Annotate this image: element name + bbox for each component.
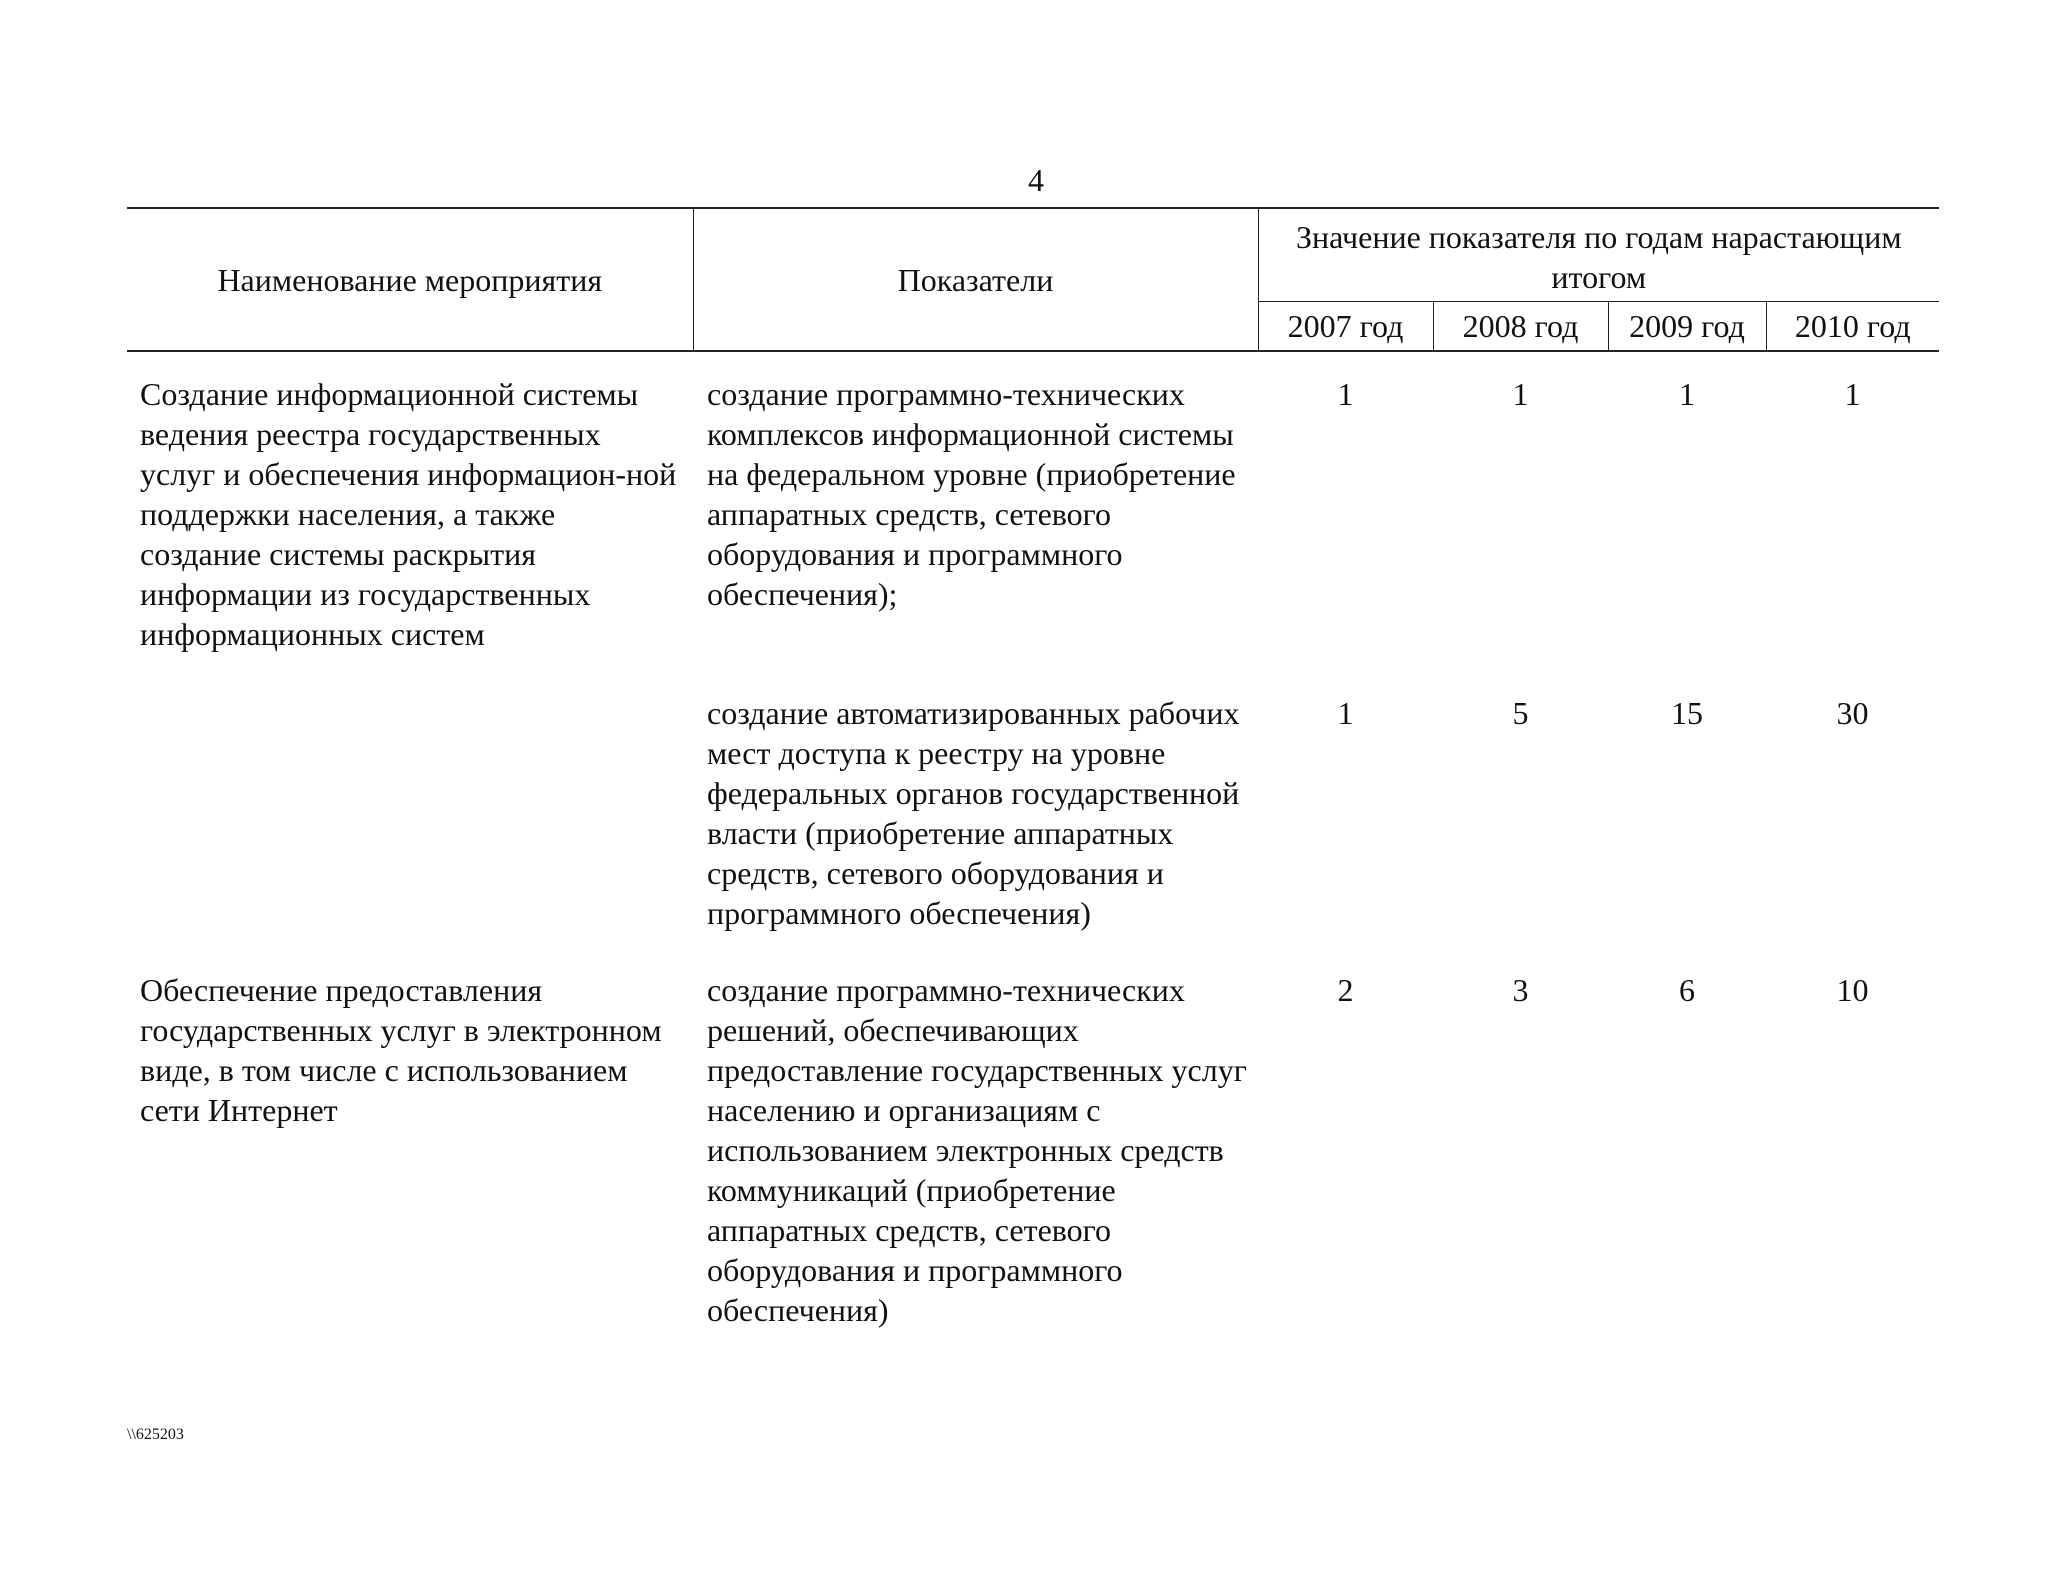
header-indicators: Показатели — [693, 208, 1258, 351]
activity-cell — [127, 654, 693, 933]
table-row — [127, 654, 1939, 933]
table-row — [127, 933, 1939, 1330]
activity-cell: Создание информационной системы ведения реестра государственных услуг и обеспечения информацион-ной поддержки населения, а также создание системы раскрытия информации из государственных информационных систем — [140, 376, 677, 652]
header-year-2008: 2008 год — [1433, 302, 1608, 352]
value-2009: 1 — [1679, 376, 1695, 412]
header-year-2007: 2007 год — [1258, 302, 1433, 352]
header-year-2010: 2010 год — [1766, 302, 1939, 352]
value-2009: 6 — [1679, 972, 1695, 1008]
table-row — [127, 351, 1939, 654]
value-2007: 2 — [1337, 972, 1354, 1008]
value-2008: 3 — [1512, 972, 1529, 1008]
header-values-by-year: Значение показателя по годам нарастающим итогом — [1258, 208, 1939, 302]
value-2010: 30 — [1836, 695, 1869, 731]
activity-cell: Обеспечение предоставления государственных услуг в электронном виде, в том числе с использованием сети Интернет — [140, 972, 662, 1128]
value-2010: 1 — [1844, 376, 1861, 412]
indicator-cell: создание программно-технических решений, обеспечивающих предоставление государственных услуг населению и организациям с использованием электронных средств коммуникаций (приобретение аппаратных средств, сетевого оборудования и программного обеспечения) — [707, 972, 1247, 1328]
value-2007: 1 — [1337, 695, 1354, 731]
value-2010: 10 — [1836, 972, 1869, 1008]
indicators-table — [127, 207, 1939, 1330]
value-2008: 1 — [1512, 376, 1529, 412]
value-2009: 15 — [1671, 695, 1703, 731]
header-activity-name: Наименование мероприятия — [127, 208, 693, 351]
header-year-2009: 2009 год — [1608, 302, 1766, 352]
page-number: 4 — [1028, 162, 1044, 198]
value-2007: 1 — [1337, 376, 1354, 412]
indicator-cell: создание программно-технических комплексов информационной системы на федеральном уровне (приобретение аппаратных средств, сетевого оборудования и программного обеспечения); — [707, 376, 1236, 612]
indicator-cell: создание автоматизированных рабочих мест доступа к реестру на уровне федеральных органов государственной власти (приобретение аппаратных средств, сетевого оборудования и программного обеспечения) — [707, 695, 1240, 931]
document-code: \\625203 — [127, 1426, 184, 1443]
value-2008: 5 — [1512, 695, 1529, 731]
